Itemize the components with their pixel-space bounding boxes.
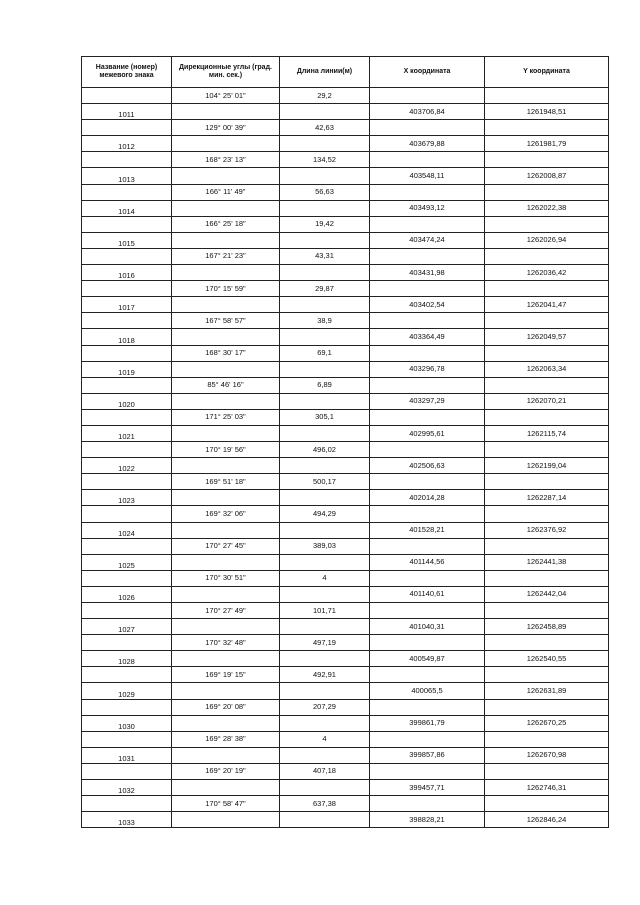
cell-empty [172, 297, 280, 313]
cell-angle: 167° 58' 57" [172, 313, 280, 329]
cell-point-name: 1021 [82, 425, 172, 441]
cell-x: 403296,78 [370, 361, 485, 377]
cell-empty [370, 313, 485, 329]
cell-empty [280, 232, 370, 248]
cell-angle: 170° 27' 49" [172, 603, 280, 619]
cell-empty [172, 490, 280, 506]
cell-empty [172, 104, 280, 120]
cell-empty [172, 425, 280, 441]
cell-x: 401144,56 [370, 554, 485, 570]
cell-empty [172, 747, 280, 763]
line-row [82, 506, 609, 522]
cell-empty [485, 570, 609, 586]
header-length: Длина линии(м) [280, 57, 370, 88]
line-row [82, 184, 609, 200]
line-row [82, 377, 609, 393]
cell-y: 1262631,89 [485, 683, 609, 699]
cell-x: 403706,84 [370, 104, 485, 120]
line-row [82, 474, 609, 490]
cell-empty [82, 570, 172, 586]
cell-empty [82, 313, 172, 329]
cell-empty [82, 442, 172, 458]
cell-point-name: 1031 [82, 747, 172, 763]
cell-point-name: 1012 [82, 136, 172, 152]
cell-empty [172, 586, 280, 602]
cell-empty [485, 377, 609, 393]
cell-empty [172, 651, 280, 667]
line-row [82, 796, 609, 812]
cell-point-name: 1030 [82, 715, 172, 731]
cell-point-name: 1018 [82, 329, 172, 345]
cell-empty [172, 329, 280, 345]
line-row [82, 763, 609, 779]
cell-empty [172, 522, 280, 538]
cell-empty [172, 619, 280, 635]
cell-empty [280, 361, 370, 377]
cell-empty [370, 796, 485, 812]
cell-empty [370, 570, 485, 586]
cell-empty [280, 812, 370, 828]
cell-x: 403474,24 [370, 232, 485, 248]
cell-y: 1262670,98 [485, 747, 609, 763]
cell-empty [280, 715, 370, 731]
line-row [82, 409, 609, 425]
cell-empty [370, 442, 485, 458]
cell-point-name: 1032 [82, 780, 172, 796]
cell-x: 401040,31 [370, 619, 485, 635]
cell-empty [280, 458, 370, 474]
cell-point-name: 1023 [82, 490, 172, 506]
cell-length: 637,38 [280, 796, 370, 812]
cell-point-name: 1011 [82, 104, 172, 120]
line-row [82, 699, 609, 715]
cell-empty [485, 313, 609, 329]
cell-x: 403431,98 [370, 265, 485, 281]
point-row [82, 458, 609, 474]
line-row [82, 442, 609, 458]
point-row [82, 265, 609, 281]
cell-empty [172, 200, 280, 216]
point-row [82, 490, 609, 506]
point-row [82, 104, 609, 120]
point-row [82, 393, 609, 409]
cell-empty [485, 120, 609, 136]
cell-angle: 170° 19' 56" [172, 442, 280, 458]
cell-length: 6,89 [280, 377, 370, 393]
cell-y: 1262376,92 [485, 522, 609, 538]
cell-empty [370, 248, 485, 264]
cell-point-name: 1015 [82, 232, 172, 248]
cell-empty [485, 345, 609, 361]
table-body [82, 88, 609, 828]
cell-length: 69,1 [280, 345, 370, 361]
cell-empty [280, 425, 370, 441]
cell-empty [172, 780, 280, 796]
cell-x: 398828,21 [370, 812, 485, 828]
cell-length: 29,2 [280, 88, 370, 104]
cell-length: 496,02 [280, 442, 370, 458]
cell-length: 56,63 [280, 184, 370, 200]
line-row [82, 345, 609, 361]
cell-angle: 169° 20' 08" [172, 699, 280, 715]
point-row [82, 715, 609, 731]
cell-y: 1262070,21 [485, 393, 609, 409]
cell-length: 101,71 [280, 603, 370, 619]
cell-length: 38,9 [280, 313, 370, 329]
point-row [82, 329, 609, 345]
point-row [82, 554, 609, 570]
cell-empty [370, 603, 485, 619]
header-name: Название (номер) межевого знака [82, 57, 172, 88]
cell-angle: 168° 23' 13" [172, 152, 280, 168]
cell-empty [172, 168, 280, 184]
cell-empty [172, 136, 280, 152]
cell-x: 402995,61 [370, 425, 485, 441]
cell-length: 497,19 [280, 635, 370, 651]
line-row [82, 313, 609, 329]
cell-length: 305,1 [280, 409, 370, 425]
cell-y: 1262670,25 [485, 715, 609, 731]
line-row [82, 603, 609, 619]
cell-empty [172, 265, 280, 281]
cell-angle: 169° 19' 15" [172, 667, 280, 683]
cell-y: 1262199,04 [485, 458, 609, 474]
cell-empty [370, 667, 485, 683]
line-row [82, 667, 609, 683]
cell-empty [485, 409, 609, 425]
cell-empty [485, 506, 609, 522]
cell-length: 4 [280, 731, 370, 747]
cell-point-name: 1029 [82, 683, 172, 699]
line-row [82, 152, 609, 168]
cell-empty [485, 763, 609, 779]
cell-angle: 167° 21' 23" [172, 248, 280, 264]
cell-y: 1262036,42 [485, 265, 609, 281]
point-row [82, 297, 609, 313]
cell-empty [280, 329, 370, 345]
cell-length: 19,42 [280, 216, 370, 232]
cell-empty [172, 554, 280, 570]
cell-y: 1261948,51 [485, 104, 609, 120]
cell-x: 403297,29 [370, 393, 485, 409]
cell-empty [485, 184, 609, 200]
cell-empty [370, 216, 485, 232]
cell-point-name: 1013 [82, 168, 172, 184]
cell-x: 399857,86 [370, 747, 485, 763]
cell-angle: 129° 00' 39" [172, 120, 280, 136]
cell-x: 401140,61 [370, 586, 485, 602]
cell-empty [280, 104, 370, 120]
cell-point-name: 1017 [82, 297, 172, 313]
point-row [82, 425, 609, 441]
cell-empty [172, 232, 280, 248]
cell-angle: 170° 32' 48" [172, 635, 280, 651]
cell-length: 43,31 [280, 248, 370, 264]
cell-empty [485, 731, 609, 747]
point-row [82, 651, 609, 667]
table-header-row [82, 57, 609, 88]
cell-empty [370, 538, 485, 554]
cell-empty [82, 88, 172, 104]
cell-empty [485, 474, 609, 490]
cell-length: 500,17 [280, 474, 370, 490]
cell-length: 389,03 [280, 538, 370, 554]
cell-empty [172, 393, 280, 409]
cell-angle: 170° 15' 59" [172, 281, 280, 297]
cell-length: 134,52 [280, 152, 370, 168]
cell-angle: 166° 11' 49" [172, 184, 280, 200]
cell-empty [370, 506, 485, 522]
cell-empty [370, 763, 485, 779]
cell-empty [172, 458, 280, 474]
cell-empty [280, 522, 370, 538]
cell-point-name: 1025 [82, 554, 172, 570]
cell-empty [172, 715, 280, 731]
cell-x: 402014,28 [370, 490, 485, 506]
cell-length: 29,87 [280, 281, 370, 297]
cell-x: 403548,11 [370, 168, 485, 184]
cell-y: 1262008,87 [485, 168, 609, 184]
cell-empty [485, 699, 609, 715]
cell-empty [280, 651, 370, 667]
point-row [82, 361, 609, 377]
cell-empty [370, 474, 485, 490]
cell-empty [82, 409, 172, 425]
cell-empty [280, 168, 370, 184]
cell-empty [485, 603, 609, 619]
cell-point-name: 1016 [82, 265, 172, 281]
cell-point-name: 1026 [82, 586, 172, 602]
line-row [82, 570, 609, 586]
cell-y: 1262115,74 [485, 425, 609, 441]
cell-empty [82, 506, 172, 522]
cell-y: 1262442,04 [485, 586, 609, 602]
point-row [82, 812, 609, 828]
point-row [82, 619, 609, 635]
cell-point-name: 1027 [82, 619, 172, 635]
cell-empty [280, 586, 370, 602]
cell-empty [370, 635, 485, 651]
cell-empty [485, 248, 609, 264]
cell-angle: 104° 25' 01" [172, 88, 280, 104]
cell-empty [485, 796, 609, 812]
cell-x: 403402,54 [370, 297, 485, 313]
cell-empty [370, 152, 485, 168]
cell-empty [280, 619, 370, 635]
point-row [82, 683, 609, 699]
cell-y: 1262049,57 [485, 329, 609, 345]
cell-empty [82, 281, 172, 297]
cell-length: 4 [280, 570, 370, 586]
cell-empty [485, 216, 609, 232]
cell-empty [485, 635, 609, 651]
cell-point-name: 1022 [82, 458, 172, 474]
cell-empty [82, 603, 172, 619]
cell-empty [82, 216, 172, 232]
cell-angle: 168° 30' 17" [172, 345, 280, 361]
cell-empty [82, 377, 172, 393]
boundary-coordinates-table [81, 56, 609, 828]
cell-empty [82, 184, 172, 200]
cell-point-name: 1024 [82, 522, 172, 538]
header-y: Y координата [485, 57, 609, 88]
cell-x: 400065,5 [370, 683, 485, 699]
cell-point-name: 1033 [82, 812, 172, 828]
cell-empty [82, 248, 172, 264]
cell-empty [82, 667, 172, 683]
cell-empty [280, 393, 370, 409]
cell-empty [370, 377, 485, 393]
cell-angle: 169° 28' 38" [172, 731, 280, 747]
line-row [82, 120, 609, 136]
cell-x: 403364,49 [370, 329, 485, 345]
line-row [82, 635, 609, 651]
header-angle: Дирекционные углы (град. мин. сек.) [172, 57, 280, 88]
cell-empty [82, 763, 172, 779]
line-row [82, 281, 609, 297]
cell-empty [82, 345, 172, 361]
cell-y: 1262458,89 [485, 619, 609, 635]
cell-length: 207,29 [280, 699, 370, 715]
cell-empty [370, 88, 485, 104]
cell-y: 1262540,55 [485, 651, 609, 667]
cell-y: 1262022,38 [485, 200, 609, 216]
cell-empty [82, 120, 172, 136]
cell-empty [485, 88, 609, 104]
cell-empty [82, 796, 172, 812]
cell-empty [370, 345, 485, 361]
cell-length: 492,91 [280, 667, 370, 683]
cell-empty [82, 474, 172, 490]
cell-empty [280, 490, 370, 506]
cell-point-name: 1019 [82, 361, 172, 377]
cell-empty [370, 184, 485, 200]
cell-empty [485, 667, 609, 683]
cell-empty [280, 554, 370, 570]
cell-empty [370, 409, 485, 425]
cell-x: 399457,71 [370, 780, 485, 796]
line-row [82, 248, 609, 264]
cell-x: 400549,87 [370, 651, 485, 667]
cell-length: 42,63 [280, 120, 370, 136]
header-x: X координата [370, 57, 485, 88]
cell-empty [280, 683, 370, 699]
point-row [82, 586, 609, 602]
cell-angle: 166° 25' 18" [172, 216, 280, 232]
cell-empty [370, 731, 485, 747]
cell-angle: 169° 20' 19" [172, 763, 280, 779]
cell-empty [172, 812, 280, 828]
cell-y: 1262041,47 [485, 297, 609, 313]
line-row [82, 88, 609, 104]
cell-empty [280, 200, 370, 216]
cell-x: 403493,12 [370, 200, 485, 216]
cell-empty [370, 699, 485, 715]
cell-empty [280, 297, 370, 313]
point-row [82, 522, 609, 538]
cell-x: 399861,79 [370, 715, 485, 731]
cell-x: 402506,63 [370, 458, 485, 474]
cell-empty [485, 152, 609, 168]
cell-y: 1262441,38 [485, 554, 609, 570]
cell-empty [485, 281, 609, 297]
cell-x: 401528,21 [370, 522, 485, 538]
cell-y: 1261981,79 [485, 136, 609, 152]
cell-empty [370, 120, 485, 136]
point-row [82, 136, 609, 152]
point-row [82, 232, 609, 248]
cell-empty [280, 747, 370, 763]
cell-y: 1262287,14 [485, 490, 609, 506]
point-row [82, 747, 609, 763]
cell-empty [82, 538, 172, 554]
point-row [82, 168, 609, 184]
cell-angle: 169° 51' 18" [172, 474, 280, 490]
point-row [82, 780, 609, 796]
cell-empty [82, 699, 172, 715]
cell-empty [172, 361, 280, 377]
cell-empty [370, 281, 485, 297]
cell-empty [172, 683, 280, 699]
cell-angle: 85° 46' 16" [172, 377, 280, 393]
cell-angle: 170° 58' 47" [172, 796, 280, 812]
cell-empty [280, 780, 370, 796]
cell-point-name: 1028 [82, 651, 172, 667]
cell-y: 1262026,94 [485, 232, 609, 248]
cell-length: 407,18 [280, 763, 370, 779]
cell-empty [82, 635, 172, 651]
cell-angle: 170° 27' 45" [172, 538, 280, 554]
cell-y: 1262746,31 [485, 780, 609, 796]
cell-empty [82, 152, 172, 168]
cell-length: 494,29 [280, 506, 370, 522]
cell-x: 403679,88 [370, 136, 485, 152]
cell-y: 1262846,24 [485, 812, 609, 828]
point-row [82, 200, 609, 216]
cell-empty [485, 442, 609, 458]
cell-point-name: 1014 [82, 200, 172, 216]
line-row [82, 216, 609, 232]
cell-empty [280, 265, 370, 281]
cell-empty [82, 731, 172, 747]
cell-angle: 171° 25' 03" [172, 409, 280, 425]
cell-angle: 169° 32' 06" [172, 506, 280, 522]
line-row [82, 538, 609, 554]
cell-angle: 170° 30' 51" [172, 570, 280, 586]
cell-point-name: 1020 [82, 393, 172, 409]
line-row [82, 731, 609, 747]
cell-y: 1262063,34 [485, 361, 609, 377]
cell-empty [485, 538, 609, 554]
cell-empty [280, 136, 370, 152]
